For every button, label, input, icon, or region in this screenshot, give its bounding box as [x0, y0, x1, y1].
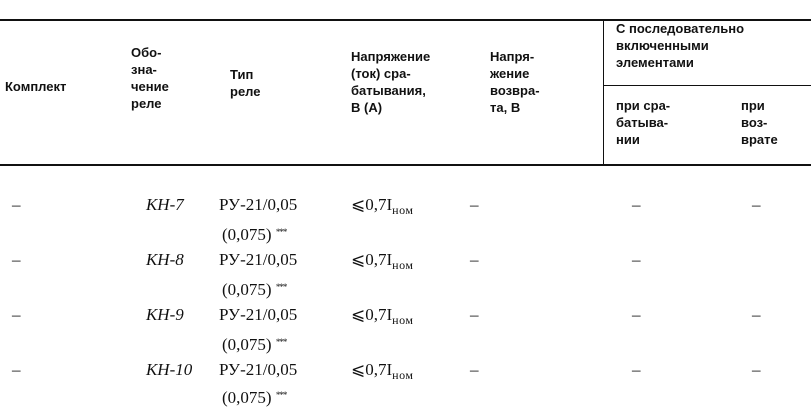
cell-series-operate: – [632, 305, 641, 324]
footnote-mark: *** [275, 227, 287, 237]
header-relay-type: Тип реле [230, 67, 261, 99]
cell-return: – [470, 360, 479, 379]
header-kit: Комплект [5, 79, 67, 94]
cell-kit: – [12, 250, 21, 269]
group-header-rule [603, 85, 811, 86]
cell-type-line2: (0,075) *** [222, 280, 287, 299]
cell-return: – [470, 305, 479, 324]
cell-type-line1: РУ-21/0,05 [219, 305, 298, 324]
header-series-return: при воз- врате [741, 98, 778, 147]
cell-series-operate: – [632, 250, 641, 269]
cell-series-return: – [752, 195, 761, 214]
cell-kit: – [12, 360, 21, 379]
cell-type-line1: РУ-21/0,05 [219, 195, 298, 214]
cell-return: – [470, 195, 479, 214]
cell-type-line1: РУ-21/0,05 [219, 360, 298, 379]
cell-series-return: – [752, 305, 761, 324]
footnote-mark: *** [275, 390, 287, 400]
cell-return: – [470, 250, 479, 269]
header-designation: Обо- зна- чение реле [131, 45, 169, 111]
cell-series-operate: – [632, 195, 641, 214]
cell-type-line2: (0,075) *** [222, 388, 287, 407]
header-series-group: С последовательно включенными элементами [616, 21, 745, 70]
cell-kit: – [12, 195, 21, 214]
cell-operate: $⩽0,7I_{ном}$ [351, 360, 414, 382]
cell-series-return: – [752, 360, 761, 379]
cell-kit: – [12, 305, 21, 324]
header-series-operate: при сра- батыва- нии [616, 98, 671, 147]
cell-designation: КН-8 [146, 250, 184, 269]
cell-series-operate: – [632, 360, 641, 379]
cell-designation: КН-10 [146, 360, 193, 379]
cell-type-line2: (0,075) *** [222, 335, 287, 354]
cell-operate: $⩽0,7I_{ном}$ [351, 305, 414, 327]
cell-operate: $⩽0,7I_{ном}$ [351, 195, 414, 217]
group-header-divider [603, 19, 604, 165]
cell-type-line1: РУ-21/0,05 [219, 250, 298, 269]
header-operate-voltage: Напряжение (ток) сра- батывания, В (А) [351, 49, 431, 115]
cell-designation: КН-7 [146, 195, 184, 214]
header-return-voltage: Напря- жение возвра- та, В [490, 49, 540, 115]
footnote-mark: *** [275, 282, 287, 292]
cell-designation: КН-9 [146, 305, 184, 324]
cell-operate: $⩽0,7I_{ном}$ [351, 250, 414, 272]
footnote-mark: *** [275, 337, 287, 347]
header-bottom-rule [0, 164, 811, 166]
cell-type-line2: (0,075) *** [222, 225, 287, 244]
